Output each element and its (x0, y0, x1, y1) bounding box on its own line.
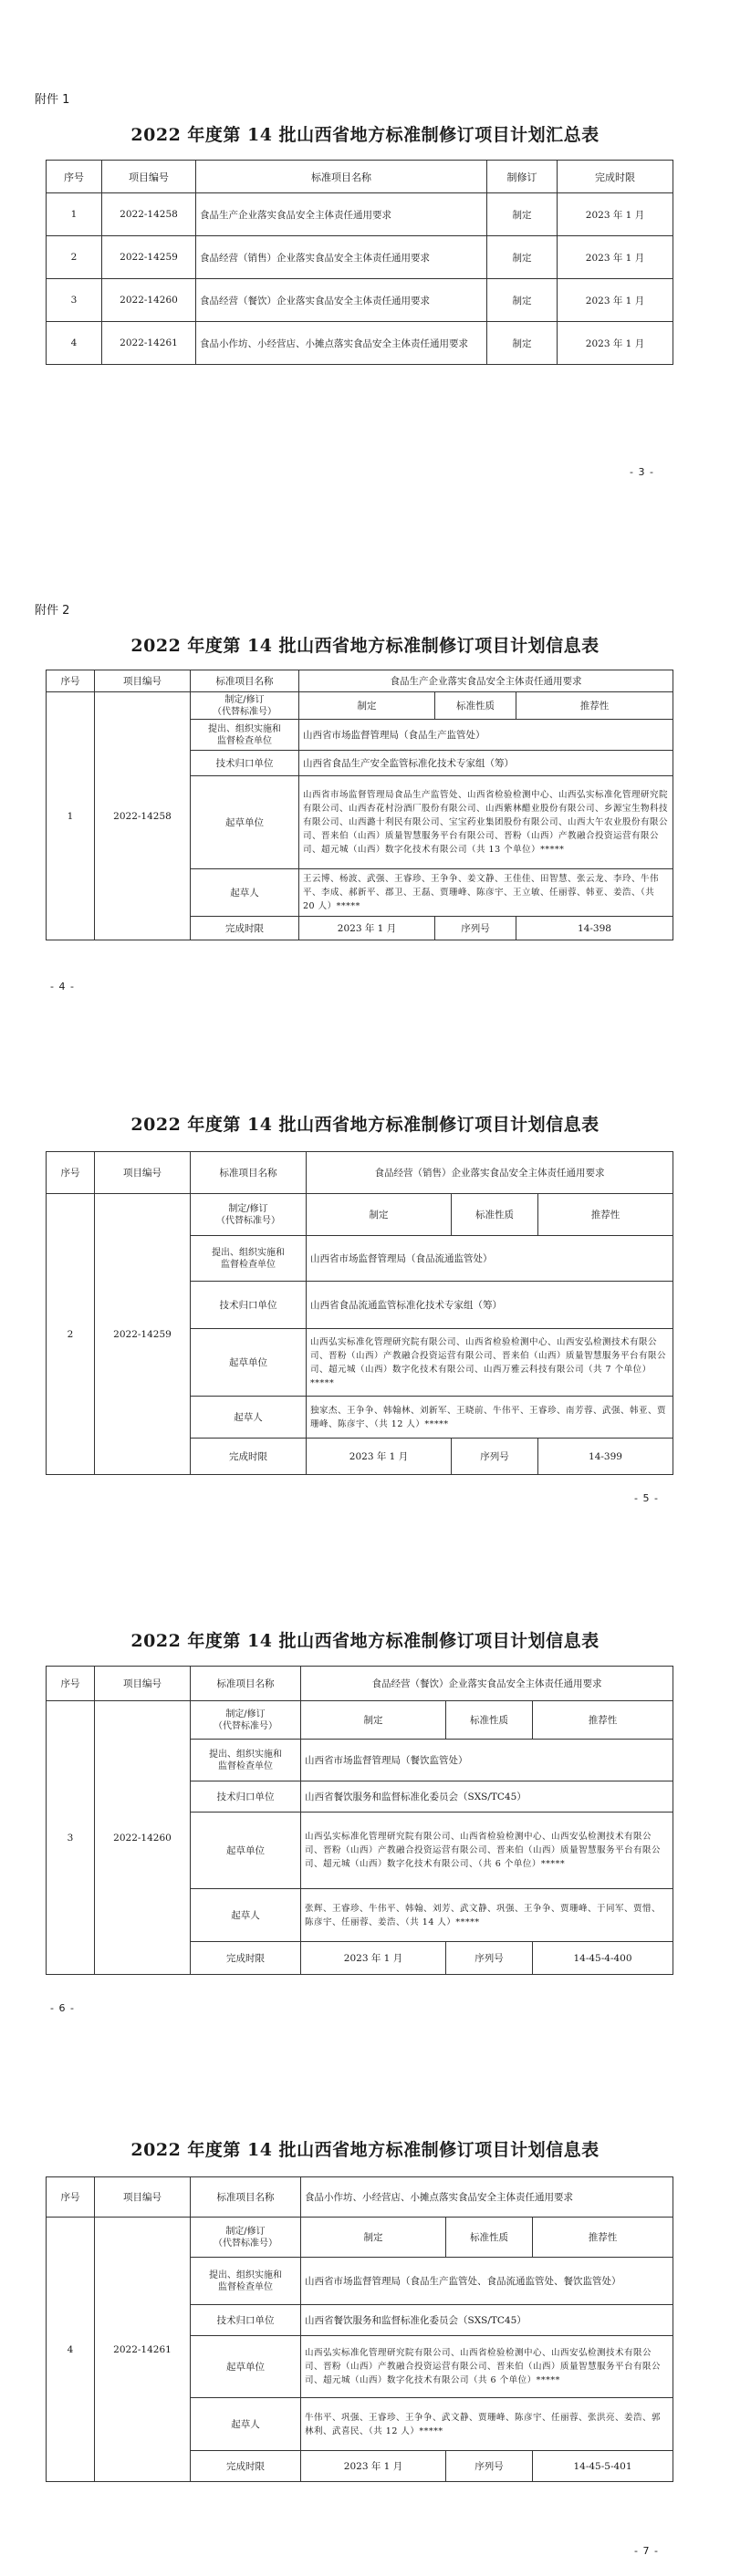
info-header-row (47, 2177, 673, 2218)
label-drafter: 起草人 (191, 1397, 307, 1439)
table-row (47, 322, 673, 365)
table-row (47, 193, 673, 236)
value-drafter: 独家杰、王争争、韩翰林、刘新军、王晓前、牛伟平、王睿珍、南芳蓉、武强、韩亚、贾珊峰、陈彦宇、（共 12 人）***** (307, 1397, 673, 1439)
page-number: - 6 - (50, 2002, 75, 2014)
value-nature: 推荐性 (533, 2218, 673, 2258)
page-title: 2022 年度第 14 批山西省地方标准制修订项目计划信息表 (130, 1631, 600, 1651)
label-nature: 标准性质 (446, 2218, 533, 2258)
value-revise: 制定 (301, 2218, 446, 2258)
value-drafter-unit: 山西弘实标准化管理研究院有限公司、山西省检验检测中心、山西安弘检测技术有限公司、晋粉（山西）产教融合投资运营有限公司、晋来伯（山西）质量智慧服务平台有限公司、超元城（山西）数字化技术有限公司、（共 6 个单位）***** (301, 1813, 673, 1889)
value-code: 2022-14261 (95, 2218, 191, 2482)
value-drafter: 牛伟平、巩强、王睿珍、王争争、武文静、贾珊峰、陈彦宇、任丽蓉、张洪亮、姜浩、郭林利、武喜民、（共 12 人）***** (301, 2398, 673, 2451)
label-revise: 制定/修订 （代替标准号） (191, 692, 299, 720)
page-number: - 4 - (50, 981, 75, 992)
row-deadline: 2023 年 1 月 (558, 193, 673, 236)
label-no: 序号 (47, 1667, 95, 1701)
label-drafter-unit: 起草单位 (191, 1329, 307, 1397)
row-no: 4 (47, 322, 102, 365)
page-title: 2022 年度第 14 批山西省地方标准制修订项目计划信息表 (130, 2140, 600, 2160)
value-code: 2022-14260 (95, 1701, 191, 1975)
page-title: 2022 年度第 14 批山西省地方标准制修订项目计划汇总表 (130, 125, 600, 145)
header-no: 序号 (47, 161, 102, 193)
label-revise: 制定/修订 （代替标准号） (191, 2218, 301, 2258)
header-type: 制修订 (487, 161, 558, 193)
row-no: 3 (47, 279, 102, 322)
value-name: 食品生产企业落实食品安全主体责任通用要求 (299, 670, 673, 692)
value-serial: 14-398 (516, 917, 673, 940)
label-proposer: 提出、组织实施和 监督检查单位 (191, 2258, 301, 2305)
value-revise: 制定 (301, 1701, 446, 1740)
header-deadline: 完成时限 (558, 161, 673, 193)
row-name: 食品生产企业落实食品安全主体责任通用要求 (196, 193, 487, 236)
label-code: 项目编号 (95, 1667, 191, 1701)
value-serial: 14-45-5-401 (533, 2451, 673, 2482)
info-table (46, 2176, 673, 2482)
value-name: 食品经营（销售）企业落实食品安全主体责任通用要求 (307, 1152, 673, 1194)
value-deadline: 2023 年 1 月 (301, 1942, 446, 1975)
value-no: 4 (47, 2218, 95, 2482)
value-nature: 推荐性 (538, 1194, 673, 1236)
value-drafter-unit: 山西省市场监督管理局食品生产监管处、山西省检验检测中心、山西弘实标准化管理研究院有限公司、山西杏花村汾酒厂股份有限公司、山西紫林醋业股份有限公司、乡源宝生物科技有限公司、山西潞十利民有限公司、宝宝药业集团股份有限公司、山西大午农业股份有限公司、晋来伯（山西）质量智慧服务平台有限公司、晋粉（山西）产教融合投资运营有限公司、超元城（山西）数字化技术有限公司（共 13 个单位）***** (299, 776, 673, 869)
label-deadline: 完成时限 (191, 917, 299, 940)
page-title: 2022 年度第 14 批山西省地方标准制修订项目计划信息表 (130, 1115, 600, 1135)
value-drafter-unit: 山西弘实标准化管理研究院有限公司、山西省检验检测中心、山西安弘检测技术有限公司、晋粉（山西）产教融合投资运营有限公司、晋来伯（山西）质量智慧服务平台有限公司、超元城（山西）数字化技术有限公司（共 6 个单位）***** (301, 2336, 673, 2398)
row-code: 2022-14258 (102, 193, 196, 236)
value-deadline: 2023 年 1 月 (307, 1439, 452, 1475)
label-name: 标准项目名称 (191, 670, 299, 692)
value-no: 3 (47, 1701, 95, 1975)
info-table (46, 1666, 673, 1975)
value-deadline: 2023 年 1 月 (299, 917, 435, 940)
page-number: - 7 - (634, 2545, 659, 2557)
row-deadline: 2023 年 1 月 (558, 322, 673, 365)
row-no: 1 (47, 193, 102, 236)
value-no: 2 (47, 1194, 95, 1475)
value-code: 2022-14259 (95, 1194, 191, 1475)
label-code: 项目编号 (95, 670, 191, 692)
label-serial: 序列号 (446, 1942, 533, 1975)
value-name: 食品经营（餐饮）企业落实食品安全主体责任通用要求 (301, 1667, 673, 1701)
row-deadline: 2023 年 1 月 (558, 279, 673, 322)
row-code: 2022-14260 (102, 279, 196, 322)
row-name: 食品经营（销售）企业落实食品安全主体责任通用要求 (196, 236, 487, 279)
label-tech: 技术归口单位 (191, 1282, 307, 1329)
label-proposer: 提出、组织实施和 监督检查单位 (191, 720, 299, 751)
label-serial: 序列号 (452, 1439, 538, 1475)
label-tech: 技术归口单位 (191, 2305, 301, 2336)
info-header-row (47, 1667, 673, 1701)
label-drafter: 起草人 (191, 2398, 301, 2451)
value-drafter: 王云博、杨波、武强、王睿珍、王争争、姜文静、王佳佳、田智慧、张云龙、李玲、牛伟平、李成、郝新平、郡卫、王磊、贾珊峰、陈彦宇、王立敏、任丽蓉、韩亚、姜浩、（共 20 人）***** (299, 869, 673, 917)
row-deadline: 2023 年 1 月 (558, 236, 673, 279)
row-name: 食品经营（餐饮）企业落实食品安全主体责任通用要求 (196, 279, 487, 322)
table-row (47, 1194, 673, 1236)
label-proposer: 提出、组织实施和 监督检查单位 (191, 1740, 301, 1781)
value-serial: 14-399 (538, 1439, 673, 1475)
value-proposer: 山西省市场监督管理局（餐饮监管处） (301, 1740, 673, 1781)
page-summary (0, 0, 730, 511)
page-title: 2022 年度第 14 批山西省地方标准制修订项目计划信息表 (130, 636, 600, 656)
header-code: 项目编号 (102, 161, 196, 193)
value-revise: 制定 (299, 692, 435, 720)
table-row (47, 236, 673, 279)
value-tech: 山西省餐饮服务和监督标准化委员会（SXS/TC45） (301, 1781, 673, 1813)
value-deadline: 2023 年 1 月 (301, 2451, 446, 2482)
value-nature: 推荐性 (533, 1701, 673, 1740)
label-name: 标准项目名称 (191, 1667, 301, 1701)
table-row (47, 2218, 673, 2258)
info-table (46, 1151, 673, 1475)
label-deadline: 完成时限 (191, 1439, 307, 1475)
label-tech: 技术归口单位 (191, 1781, 301, 1813)
label-no: 序号 (47, 670, 95, 692)
label-nature: 标准性质 (435, 692, 516, 720)
label-revise: 制定/修订 （代替标准号） (191, 1194, 307, 1236)
label-drafter: 起草人 (191, 869, 299, 917)
label-deadline: 完成时限 (191, 2451, 301, 2482)
row-name: 食品小作坊、小经营店、小摊点落实食品安全主体责任通用要求 (196, 322, 487, 365)
row-type: 制定 (487, 322, 558, 365)
header-name: 标准项目名称 (196, 161, 487, 193)
value-proposer: 山西省市场监督管理局（食品生产监管处） (299, 720, 673, 751)
label-drafter-unit: 起草单位 (191, 2336, 301, 2398)
label-nature: 标准性质 (452, 1194, 538, 1236)
value-no: 1 (47, 692, 95, 940)
value-proposer: 山西省市场监督管理局（食品流通监管处） (307, 1236, 673, 1282)
page-number: - 3 - (630, 466, 654, 478)
row-type: 制定 (487, 279, 558, 322)
row-type: 制定 (487, 193, 558, 236)
row-type: 制定 (487, 236, 558, 279)
label-nature: 标准性质 (446, 1701, 533, 1740)
label-drafter-unit: 起草单位 (191, 776, 299, 869)
row-no: 2 (47, 236, 102, 279)
label-deadline: 完成时限 (191, 1942, 301, 1975)
label-serial: 序列号 (435, 917, 516, 940)
value-tech: 山西省餐饮服务和监督标准化委员会（SXS/TC45） (301, 2305, 673, 2336)
label-serial: 序列号 (446, 2451, 533, 2482)
value-tech: 山西省食品生产安全监管标准化技术专家组（筹） (299, 751, 673, 776)
value-drafter: 张辉、王睿珍、牛伟平、韩翰、刘芳、武文静、巩强、王争争、贾珊峰、于同军、贾惜、陈彦宇、任丽蓉、姜浩、（共 14 人）***** (301, 1889, 673, 1942)
table-header-row (47, 161, 673, 193)
annex-label: 附件 2 (35, 604, 70, 618)
label-name: 标准项目名称 (191, 1152, 307, 1194)
value-nature: 推荐性 (516, 692, 673, 720)
value-proposer: 山西省市场监督管理局（食品生产监管处、食品流通监管处、餐饮监管处） (301, 2258, 673, 2305)
value-code: 2022-14258 (95, 692, 191, 940)
value-tech: 山西省食品流通监管标准化技术专家组（筹） (307, 1282, 673, 1329)
annex-label: 附件 1 (35, 93, 70, 107)
label-no: 序号 (47, 2177, 95, 2218)
value-serial: 14-45-4-400 (533, 1942, 673, 1975)
table-row (47, 692, 673, 720)
table-row (47, 279, 673, 322)
value-name: 食品小作坊、小经营店、小摊点落实食品安全主体责任通用要求 (301, 2177, 673, 2218)
table-row (47, 1701, 673, 1740)
value-revise: 制定 (307, 1194, 452, 1236)
label-drafter: 起草人 (191, 1889, 301, 1942)
page-number: - 5 - (634, 1492, 659, 1504)
label-no: 序号 (47, 1152, 95, 1194)
label-code: 项目编号 (95, 1152, 191, 1194)
label-tech: 技术归口单位 (191, 751, 299, 776)
info-header-row (47, 1152, 673, 1194)
row-code: 2022-14261 (102, 322, 196, 365)
row-code: 2022-14259 (102, 236, 196, 279)
label-revise: 制定/修订 （代替标准号） (191, 1701, 301, 1740)
label-drafter-unit: 起草单位 (191, 1813, 301, 1889)
label-name: 标准项目名称 (191, 2177, 301, 2218)
info-table (46, 670, 673, 940)
summary-table (46, 160, 673, 365)
info-header-row (47, 670, 673, 692)
label-proposer: 提出、组织实施和 监督检查单位 (191, 1236, 307, 1282)
label-code: 项目编号 (95, 2177, 191, 2218)
value-drafter-unit: 山西弘实标准化管理研究院有限公司、山西省检验检测中心、山西安弘检测技术有限公司、晋粉（山西）产教融合投资运营有限公司、晋来伯（山西）质量智慧服务平台有限公司、超元城（山西）数字化技术有限公司、山西万雅云科技有限公司（共 7 个单位）***** (307, 1329, 673, 1397)
